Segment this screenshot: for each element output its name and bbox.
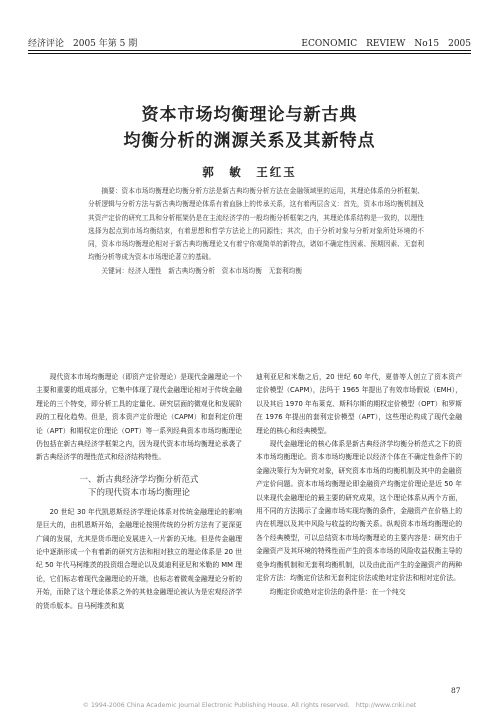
page-number: 87 [451,686,461,695]
section-heading-line-1: 一、新古典经济学均衡分析范式 [79,474,199,485]
copyright-footer: © 1994-2006 China Academic Journal Electronic Publishing House. All rights reserved. http://www.cnki.net [82,702,417,709]
right-column [256,371,462,599]
intro-paragraph: 现代资本市场均衡理论（即资产定价理论）是现代金融理论一个主要和重要的组成部分，它集中体现了现代金融理论相对于传统金融理论的三个特变，即分析工具的定量化、研究层面的微观化和发展阶段的工程化趋势。但是，资本资产定价理论（CAPM）和套利定价理论（APT）和期权定价理论（OPT）等一系列经典资本市场均衡理论仍包括在新古典经济学框架之内，因为现代资本市场均衡理论承袭了新古典经济学的理性范式和经济结构特性。 [36,373,242,462]
header-journal-issue: 经济评论 2005 年第 5 期 [28,39,138,49]
section-body-paragraph: 20 世纪 30 年代凯恩斯经济学理论体系对传统金融理论的影响是巨大的，由机恩斯开始，金融理论按照传统的分析方法有了更深更广阔的发展，尤其是货币理论发展进入一片新的天地。但是传金融理论中逐渐形成一个有着新的研究方法和相对独立的理论体系是 20 世纪 50 年代马柯维茨的投资组合理论以及莫迪利亚尼和米勒的 MM 理论，它们标志着现代金融理论的开端，也标志着微观金融理论分析的开始，而除了这个理论体系之外的其他金融理论被认为是宏观经济学的货币版本。自马柯维茨和莫 [36,507,242,610]
header-english-title: ECONOMIC REVIEW No15 2005 [301,39,471,49]
abstract-block [88,185,424,278]
header-rule-thick [28,50,471,51]
right-paragraph-core-theory: 现代金融理论的核心体系是新古典经济学均衡分析范式之下的资本市场均衡理论。资本市场均衡理论以经济个体在不确定性条件下的金融决策行为为研究对象，研究资本市场的均衡机制及其中的金融资产定价问题。资本市场均衡理论即金融资产均衡定价理论是近 50 年以来现代金融理论的最主要的研究成果，这个理论体系从两个方面，用不同的方法揭示了金融市场实现均衡的条件，金融资产在价格上的内在机理以及其中风险与收益的均衡关系。纵观资本市场均衡理论的各个经典模型，可以总结资本市场均衡理论的主要内容是：研究由于金融资产及其环境的特殊性而产生的资本市场的风险收益权衡主导的竞争均衡机制和无套利均衡机制，以及由此而产生的金融资产的两种定价方法：均衡定价法和无套利定价法或绝对定价法和相对定价法。 [256,440,462,583]
keywords-line: 关键词：经济人理性 新古典均衡分析 资本市场均衡 无套利均衡 [101,266,303,275]
running-header [28,36,471,49]
right-paragraph-continued: 迪利亚尼和米勒之后，20 世纪 60 年代，夏普等人创立了资本资产定价模型（CAPM），法玛于 1965 年提出了有效市场假说（EMH），以及其后 1970 年布莱克、斯科尔斯的期权定价模型（OPT）和罗斯在 1976 年提出的套利定价模型（APT），这些理论构成了现代金融理论的核心和经典模型。 [256,373,462,435]
left-column [36,371,242,613]
section-heading [36,474,242,500]
abstract-text: 摘要：资本市场均衡理论均衡分析方法是新古典均衡分析方法在金融领域里的运用，其理论体系的分析框架、分析逻辑与分析方法与新古典均衡理论体系有着血脉上的传承关系，这有着两层含义：首先，资本市场均衡机制及其资产定价的研究工具和分析框架仍是在主流经济学的一般均衡分析框架之内，其理论体系结构是一致的，以理性选择为起点到市场均衡结束，有着思想和哲学方法论上的同源性；其次，由于分析对象与分析对象所处环境的不同，资本市场均衡理论相对于新古典均衡理论又有着宁你观简单的新特点，诸如不确定性因素、预期因素、无套利均衡分析等成为资本市场理论著立的基础。 [88,187,424,262]
article-title-line-2: 均衡分析的渊源关系及其新特点 [123,131,376,151]
article-authors: 郭 敏 王红玉 [202,165,297,179]
header-rule-thin [28,53,471,54]
right-paragraph-equilibrium-pricing: 均衡定价或绝对定价法的条件是：在一个纯交 [269,587,406,596]
article-title-line-1: 资本市场均衡理论与新古典 [141,105,358,125]
section-heading-line-2: 下的现代资本市场均衡理论 [87,487,190,498]
